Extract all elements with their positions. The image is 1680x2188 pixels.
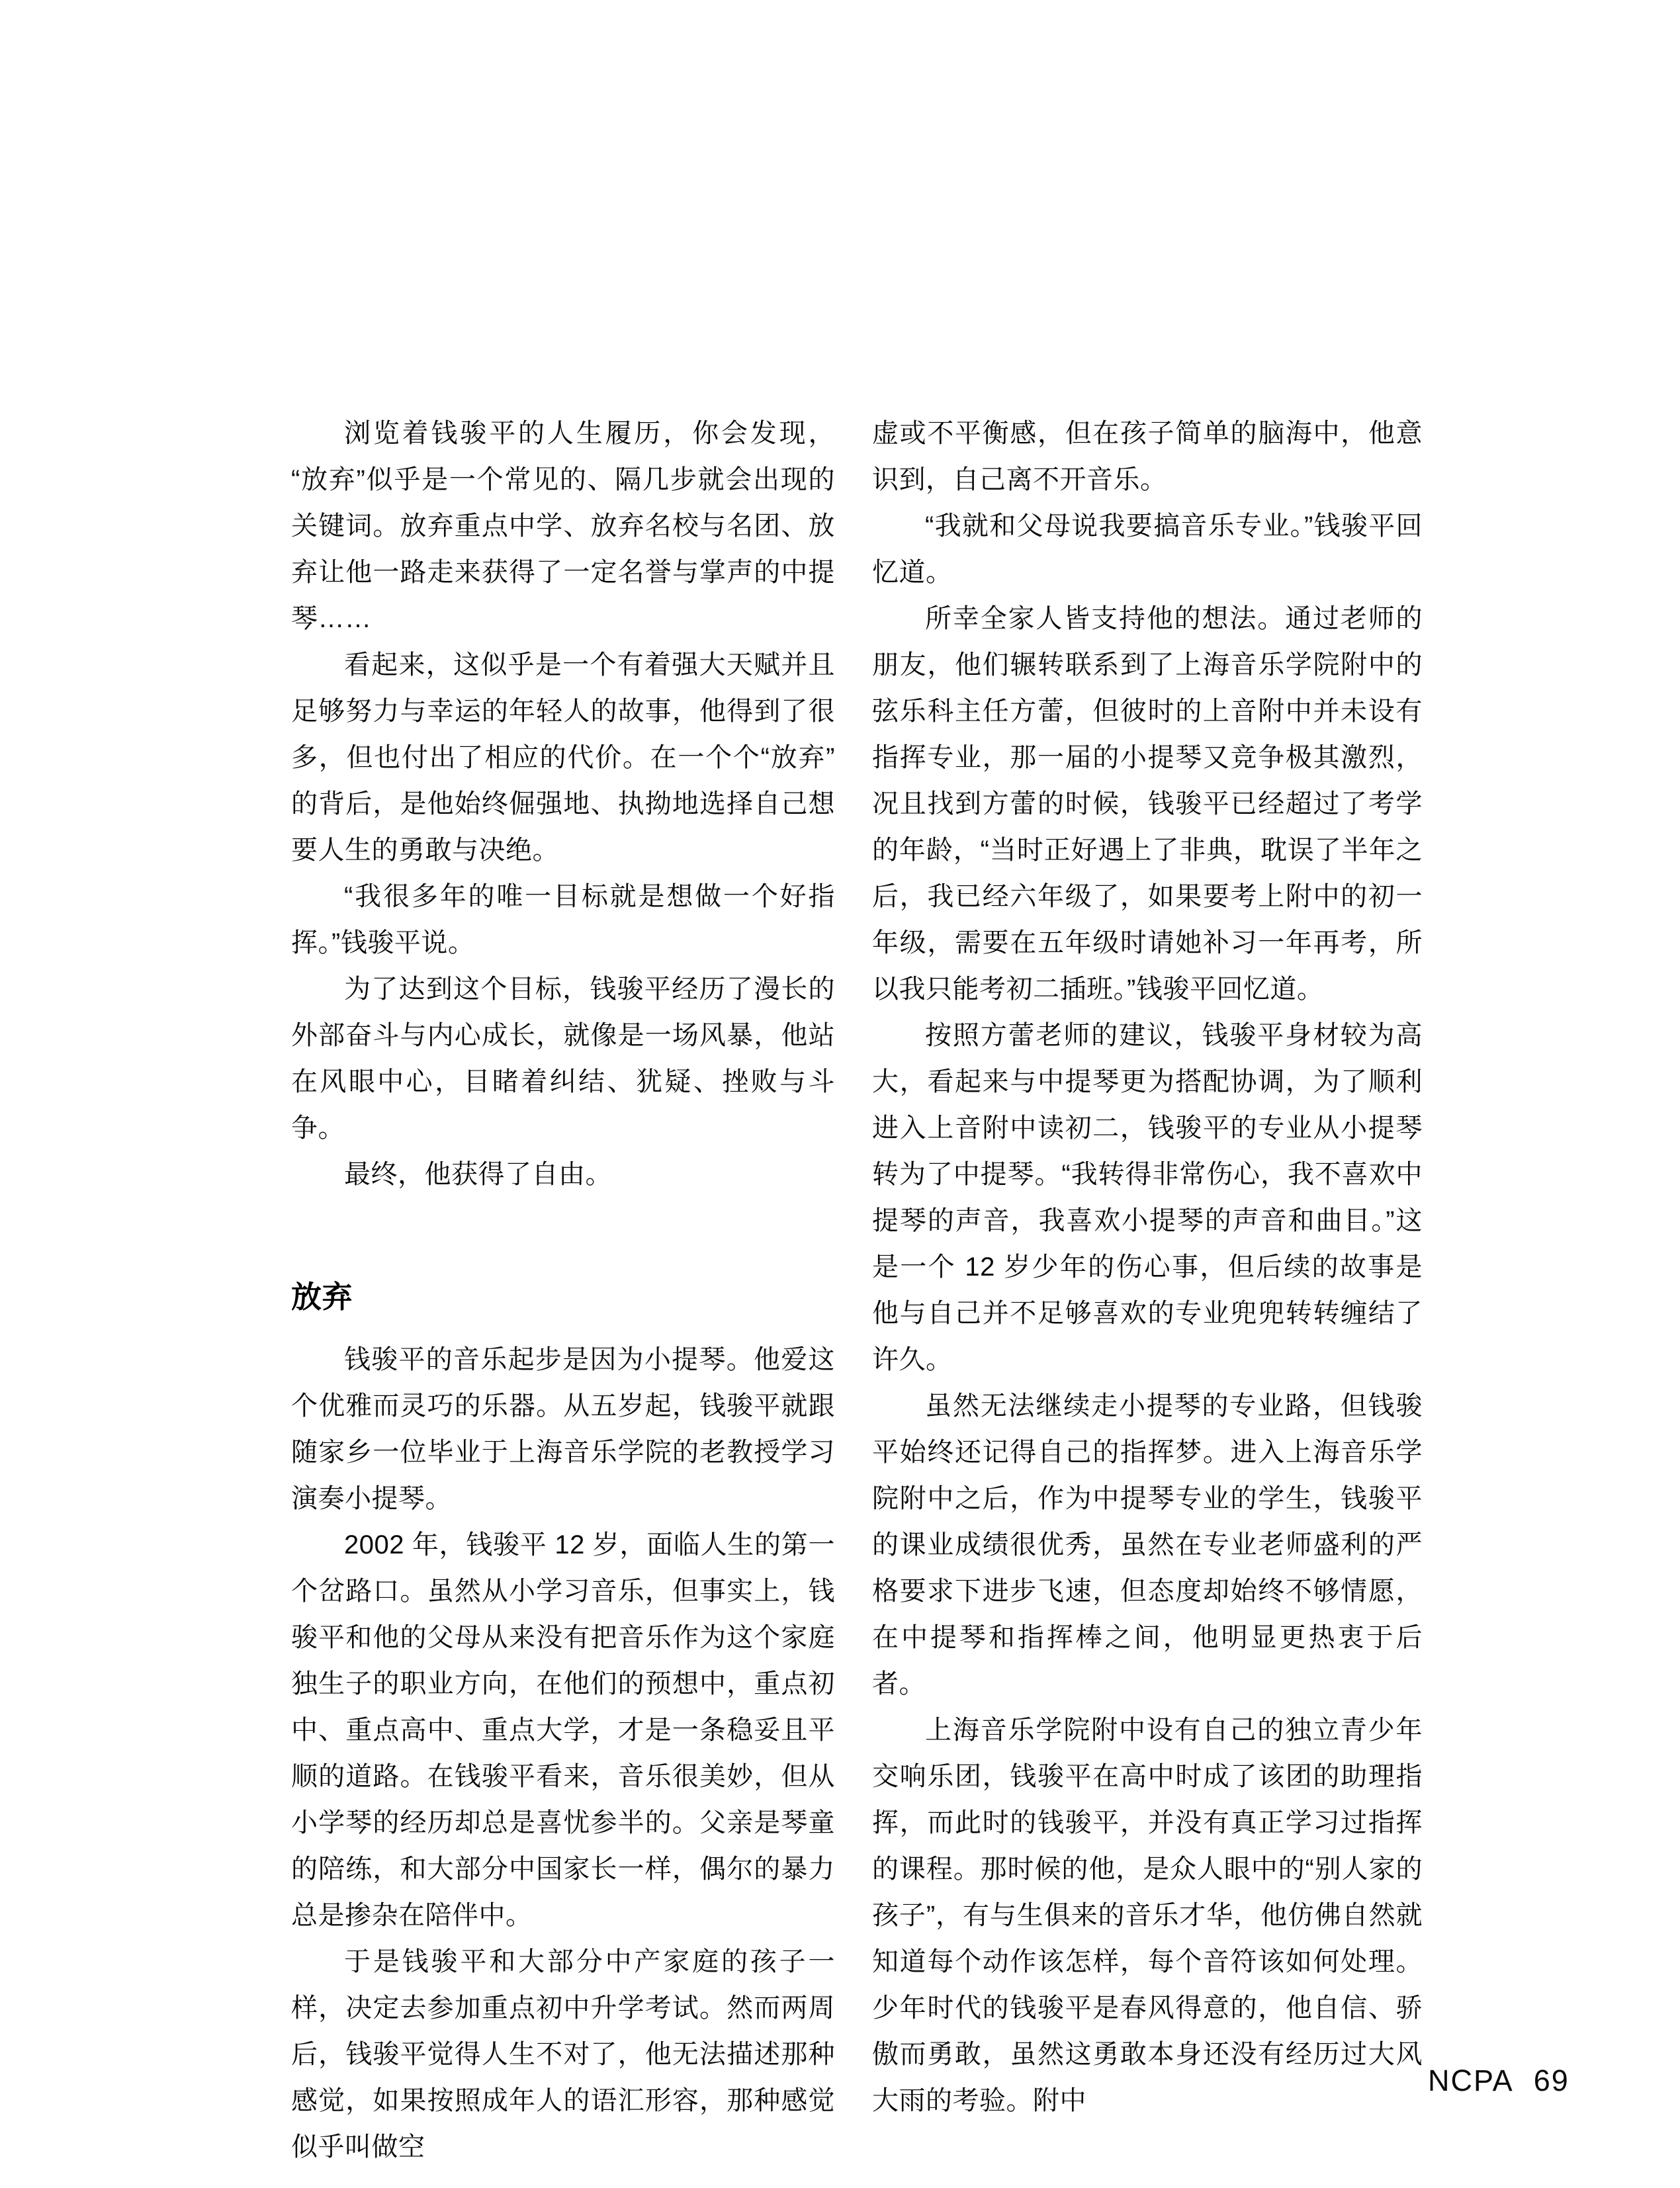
right-text-column [872, 410, 1423, 2124]
paragraph: 上海音乐学院附中设有自己的独立青少年交响乐团，钱骏平在高中时成了该团的助理指挥，而此时的钱骏平，并没有真正学习过指挥的课程。那时候的他，是众人眼中的“别人家的孩子”，有与生俱来的音乐才华，他仿佛自然就知道每个动作该怎样，每个音符该如何处理。少年时代的钱骏平是春风得意的，他自信、骄傲而勇敢，虽然这勇敢本身还没有经历过大风大雨的考验。附中 [872, 1716, 1423, 2115]
section-heading: 放弃 [291, 1280, 353, 1314]
paragraph: 为了达到这个目标，钱骏平经历了漫长的外部奋斗与内心成长，就像是一场风暴，他站在风眼中心，目睹着纠结、犹疑、挫败与斗争。 [291, 975, 835, 1143]
paragraph: “我很多年的唯一目标就是想做一个好指挥。”钱骏平说。 [291, 882, 835, 957]
paragraph: 2002 年，钱骏平 12 岁，面临人生的第一个岔路口。虽然从小学习音乐，但事实上，钱骏平和他的父母从来没有把音乐作为这个家庭独生子的职业方向，在他们的预想中，重点初中、重点高中、重点大学，才是一条稳妥且平顺的道路。在钱骏平看来，音乐很美妙，但从小学琴的经历却总是喜忧参半的。父亲是琴童的陪练，和大部分中国家长一样，偶尔的暴力总是掺杂在陪伴中。 [291, 1530, 835, 1930]
paragraph: “我就和父母说我要搞音乐专业。”钱骏平回忆道。 [872, 511, 1423, 587]
paragraph: 钱骏平的音乐起步是因为小提琴。他爱这个优雅而灵巧的乐器。从五岁起，钱骏平就跟随家乡一位毕业于上海音乐学院的老教授学习演奏小提琴。 [291, 1345, 835, 1513]
paragraph: 于是钱骏平和大部分中产家庭的孩子一样，决定去参加重点初中升学考试。然而两周后，钱骏平觉得人生不对了，他无法描述那种感觉，如果按照成年人的语汇形容，那种感觉似乎叫做空 [291, 1947, 835, 2162]
left-text-column [291, 410, 835, 2170]
page-footer [1428, 2064, 1569, 2097]
paragraph: 看起来，这似乎是一个有着强大天赋并且足够努力与幸运的年轻人的故事，他得到了很多，但也付出了相应的代价。在一个个“放弃”的背后，是他始终倔强地、执拗地选择自己想要人生的勇敢与决绝。 [291, 650, 835, 865]
magazine-label: NCPA [1428, 2064, 1514, 2097]
paragraph: 浏览着钱骏平的人生履历，你会发现，“放弃”似乎是一个常见的、隔几步就会出现的关键词。放弃重点中学、放弃名校与名团、放弃让他一路走来获得了一定名誉与掌声的中提琴…… [291, 419, 835, 633]
paragraph: 虽然无法继续走小提琴的专业路，但钱骏平始终还记得自己的指挥梦。进入上海音乐学院附中之后，作为中提琴专业的学生，钱骏平的课业成绩很优秀，虽然在专业老师盛利的严格要求下进步飞速，但态度却始终不够情愿，在中提琴和指挥棒之间，他明显更热衷于后者。 [872, 1391, 1423, 1698]
paragraph: 最终，他获得了自由。 [344, 1160, 612, 1189]
paragraph: 按照方蕾老师的建议，钱骏平身材较为高大，看起来与中提琴更为搭配协调，为了顺利进入上音附中读初二，钱骏平的专业从小提琴转为了中提琴。“我转得非常伤心，我不喜欢中提琴的声音，我喜欢小提琴的声音和曲目。”这是一个 12 岁少年的伤心事，但后续的故事是他与自己并不足够喜欢的专业兜兜转转缠结了许久。 [872, 1021, 1423, 1374]
paragraph: 所幸全家人皆支持他的想法。通过老师的朋友，他们辗转联系到了上海音乐学院附中的弦乐科主任方蕾，但彼时的上音附中并未设有指挥专业，那一届的小提琴又竞争极其激烈，况且找到方蕾的时候，钱骏平已经超过了考学的年龄，“当时正好遇上了非典，耽误了半年之后，我已经六年级了，如果要考上附中的初一年级，需要在五年级时请她补习一年再考，所以我只能考初二插班。”钱骏平回忆道。 [872, 604, 1423, 1004]
page-number: 69 [1533, 2064, 1569, 2097]
continuation-paragraph: 虚或不平衡感，但在孩子简单的脑海中，他意识到，自己离不开音乐。 [872, 419, 1423, 494]
